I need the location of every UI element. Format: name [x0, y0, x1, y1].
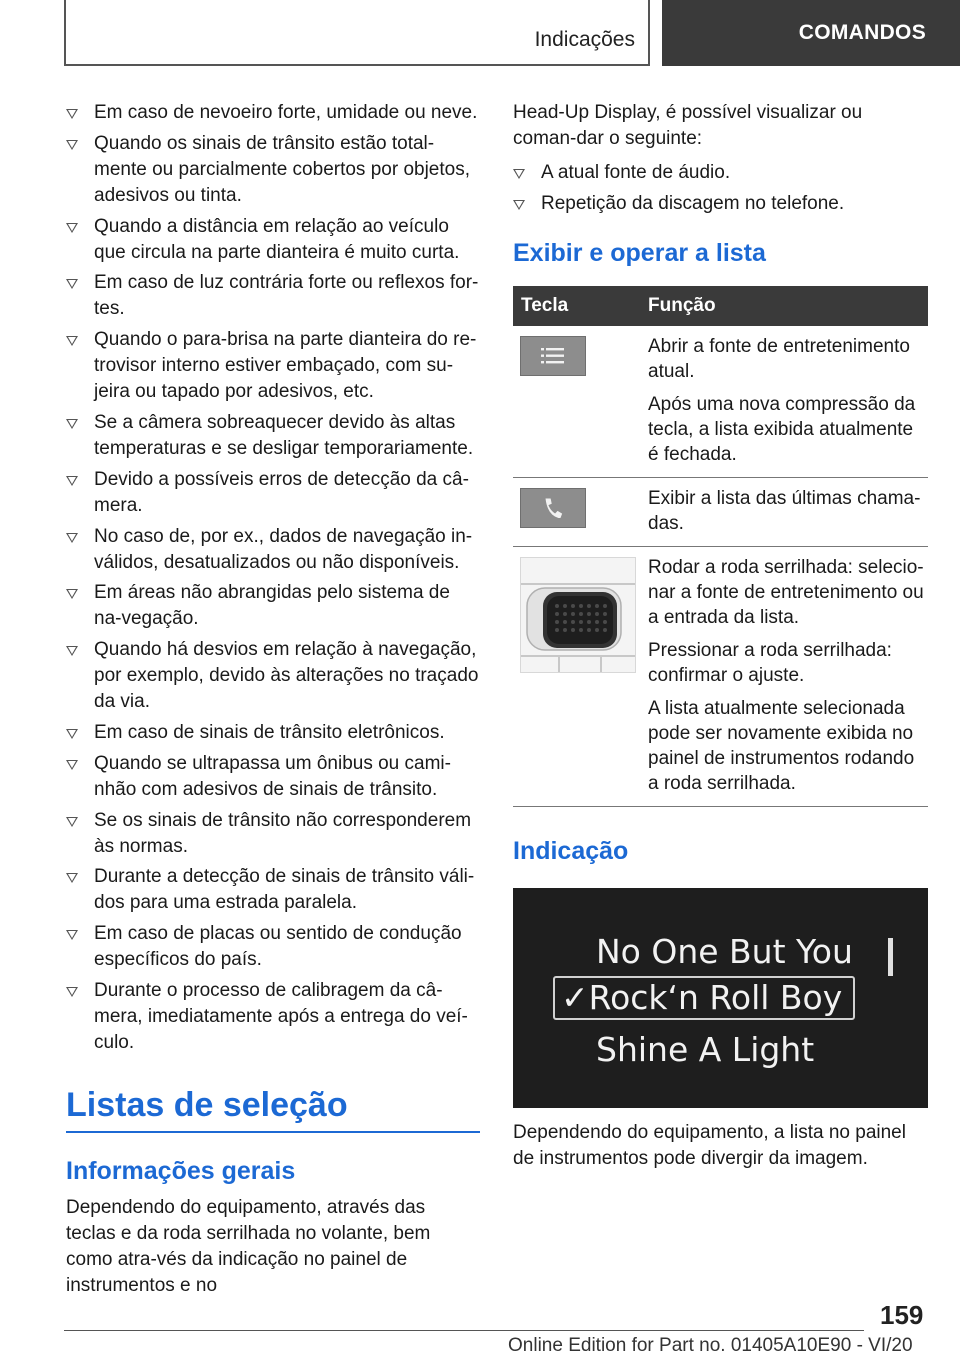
bullet-item: [66, 637, 480, 715]
footer-rule: [64, 1330, 864, 1331]
header-chapter-tab: [662, 0, 960, 66]
bullet-text: Quando há desvios em relação à navegação, por exemplo, devido às alterações no traçado da via.: [94, 639, 479, 713]
table-header: [513, 286, 928, 326]
bullet-triangle-icon: [513, 169, 525, 179]
bullet-item: [66, 864, 480, 916]
bullet-text: Quando se ultrapassa um ônibus ou cami-nhão com adesivos de sinais de trânsito.: [94, 752, 451, 800]
bullet-item: [66, 580, 480, 632]
bullet-triangle-icon: [66, 223, 78, 233]
bullet-item: [66, 921, 480, 973]
bullet-triangle-icon: [66, 987, 78, 997]
row3-text-2: Pressionar a roda serrilhada: confirmar o ajuste.: [648, 639, 892, 686]
list-section-title: Exibir e operar a lista: [513, 238, 766, 267]
bullet-item: [513, 191, 928, 217]
bullet-item: [66, 100, 480, 126]
row1-text-1: Abrir a fonte de entretenimento atual.: [648, 335, 910, 382]
display-list-item-selected: ✓Rock‘n Roll Boy: [561, 977, 843, 1017]
bullet-item: [66, 270, 480, 322]
bullet-triangle-icon: [66, 419, 78, 429]
footer-edition: Online Edition for Part no. 01405A10E90 - VI/20: [508, 1335, 913, 1356]
bullet-triangle-icon: [66, 930, 78, 940]
header-border-left: [64, 0, 66, 66]
bullet-text: No caso de, por ex., dados de navegação in-válidos, desatualizados ou não disponíveis.: [94, 525, 473, 573]
key-function-table: [513, 286, 928, 807]
bullet-text: Se os sinais de trânsito não corresponderem às normas.: [94, 809, 472, 857]
bullet-text: Se a câmera sobreaquecer devido às altas temperaturas e se desligar temporariamente.: [94, 411, 474, 459]
row1-text-2: Após uma nova compressão da tecla, a lista exibida atualmente é fechada.: [648, 393, 916, 465]
bullet-item: [66, 751, 480, 803]
bullet-triangle-icon: [66, 279, 78, 289]
thumbwheel-icon: [520, 557, 636, 673]
bullet-item: [513, 160, 928, 186]
general-info-text: Dependendo do equipamento, através das teclas e da roda serrilhada no volante, bem como atra-vés da indicação no painel de instrumentos e no: [66, 1196, 431, 1296]
bullet-text: Durante a detecção de sinais de trânsito váli-dos para uma estrada paralela.: [94, 866, 475, 914]
page-number: 159: [880, 1300, 924, 1330]
table-header-function: Função: [648, 294, 716, 316]
table-row: [513, 478, 928, 547]
bullet-triangle-icon: [66, 533, 78, 543]
bullet-item: [66, 467, 480, 519]
scroll-indicator: [888, 938, 893, 976]
left-column: [66, 100, 480, 1299]
header-chapter-label: COMANDOS: [798, 21, 926, 44]
bullet-triangle-icon: [66, 109, 78, 119]
list-key-icon: [520, 336, 586, 376]
bullet-triangle-icon: [66, 589, 78, 599]
bullet-triangle-icon: [513, 200, 525, 210]
instrument-cluster-display-image: [513, 888, 928, 1108]
general-info-title: Informações gerais: [66, 1156, 296, 1185]
bullet-item: [66, 327, 480, 405]
bullet-text: Em áreas não abrangidas pelo sistema de na-vegação.: [94, 582, 450, 630]
bullet-item: [66, 410, 480, 462]
display-section-title: Indicação: [513, 836, 629, 865]
bullet-triangle-icon: [66, 336, 78, 346]
bullet-triangle-icon: [66, 873, 78, 883]
bullet-item: [66, 131, 480, 209]
bullet-text: A atual fonte de áudio.: [541, 162, 731, 183]
bullet-text: Em caso de sinais de trânsito eletrônicos.: [94, 721, 445, 743]
header-border-divider: [648, 0, 650, 66]
display-list-item: No One But You: [596, 931, 853, 971]
table-header-key: Tecla: [521, 294, 569, 316]
bullet-triangle-icon: [66, 476, 78, 486]
bullet-text: Quando o para-brisa na parte dianteira do re-trovisor interno estiver embaçado, com su-jeira ou tapado por adesivos, etc.: [94, 329, 477, 403]
bullet-triangle-icon: [66, 817, 78, 827]
bullet-item: [66, 720, 480, 746]
bullet-text: Devido a possíveis erros de detecção da câ-mera.: [94, 468, 469, 516]
bullet-text: Repetição da discagem no telefone.: [541, 192, 845, 214]
display-caption: Dependendo do equipamento, a lista no painel de instrumentos pode divergir da imagem.: [513, 1121, 906, 1169]
bullet-item: [66, 978, 480, 1056]
right-intro-text: Head-Up Display, é possível visualizar ou coman-dar o seguinte:: [513, 102, 863, 149]
bullet-text: Quando a distância em relação ao veículo que circula na parte dianteira é muito curta.: [94, 215, 460, 263]
right-column: [513, 100, 928, 1172]
row3-text-1: Rodar a roda serrilhada: selecio-nar a fonte de entretenimento ou a entrada da lista.: [648, 556, 924, 628]
header-section-title: Indicações: [534, 28, 635, 51]
row3-text-3: A lista atualmente selecionada pode ser novamente exibida no painel de instrumentos rodando a roda serrilhada.: [648, 697, 915, 794]
bullet-item: [66, 808, 480, 860]
bullet-triangle-icon: [66, 760, 78, 770]
selection-lists-section: [66, 1086, 480, 1299]
table-row: [513, 326, 928, 478]
bullet-item: [66, 214, 480, 266]
bullet-text: Em caso de placas ou sentido de condução específicos do país.: [94, 923, 462, 971]
bullet-text: Durante o processo de calibragem da câ-mera, imediatamente após a entrega do veí-culo.: [94, 979, 468, 1053]
row2-text-1: Exibir a lista das últimas chama-das.: [648, 487, 921, 534]
bullet-triangle-icon: [66, 140, 78, 150]
bullet-triangle-icon: [66, 729, 78, 739]
header-border-bottom: [64, 64, 650, 66]
display-options-list: [513, 160, 928, 217]
bullet-text: Quando os sinais de trânsito estão total-mente ou parcialmente cobertos por objetos, adesivos ou tinta.: [94, 132, 470, 206]
section-title: Listas de seleção: [66, 1085, 348, 1124]
display-list-item: Shine A Light: [596, 1029, 815, 1069]
bullet-text: Em caso de nevoeiro forte, umidade ou neve.: [94, 102, 478, 123]
table-row: [513, 547, 928, 807]
bullet-text: Em caso de luz contrária forte ou reflexos for-tes.: [94, 272, 479, 320]
conditions-list: [66, 100, 480, 1056]
bullet-item: [66, 524, 480, 576]
bullet-triangle-icon: [66, 646, 78, 656]
section-title-rule: [66, 1131, 480, 1133]
phone-key-icon: [520, 488, 586, 528]
